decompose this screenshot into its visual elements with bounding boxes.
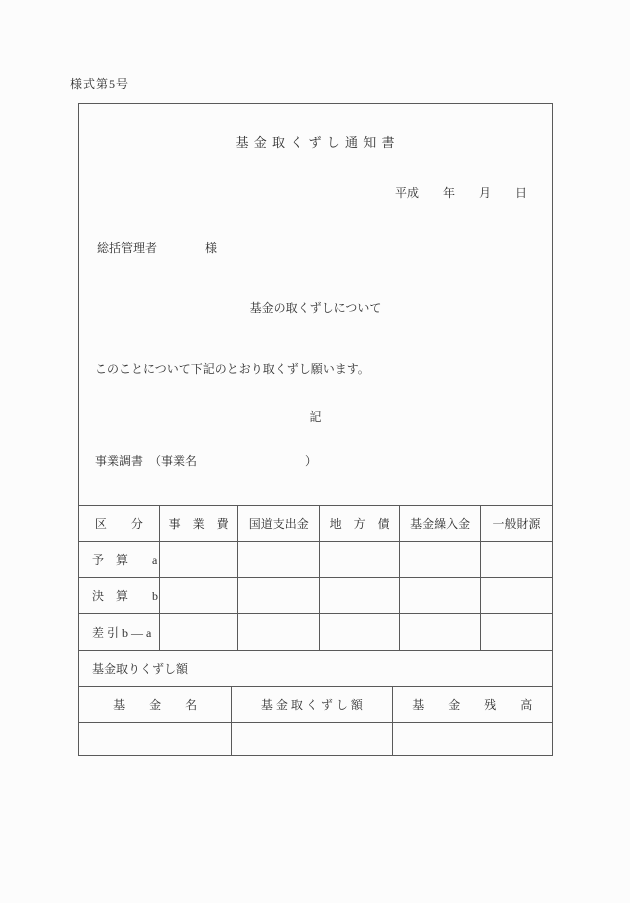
cell-kessan-kokudo: [238, 578, 320, 614]
document-title: 基 金 取 く ず し 通 知 書: [235, 135, 396, 150]
header-kikin-mei: 基 金 名: [79, 687, 232, 723]
form-number: 様式第5号: [70, 77, 130, 91]
budget-grid: [79, 506, 552, 651]
header-chihosai: 地 方 債: [320, 506, 400, 542]
header-kubun: 区 分: [79, 506, 160, 542]
cell-kessan-jigyohi: [160, 578, 239, 614]
cell-sashihiki-kuriire: [400, 614, 481, 651]
header-kikin-zandaka: 基 金 残 高: [393, 687, 552, 723]
body-text: このことについて下記のとおり取くずし願います。: [95, 362, 370, 376]
cell-yosan-ippan: [481, 542, 552, 578]
row-label-kessan: 決 算 b: [79, 578, 160, 614]
addressee-line: 総括管理者 様: [97, 241, 218, 255]
cell-kessan-ippan: [481, 578, 552, 614]
header-kikin-torikuzushigaku: 基 金 取 く ず し 額: [232, 687, 392, 723]
section-label-kikin-torikuzushigaku: 基金取りくずし額: [79, 651, 552, 687]
document-frame: [78, 103, 553, 756]
header-ippan-zaigen: 一般財源: [481, 506, 552, 542]
row-label-yosan: 予 算 a: [79, 542, 160, 578]
project-line: 事業調書 （事業名 ）: [95, 454, 318, 468]
cell-yosan-kuriire: [400, 542, 481, 578]
row-label-sashihiki: 差 引 b ― a: [79, 614, 160, 651]
cell-sashihiki-jigyohi: [160, 614, 239, 651]
record-mark: 記: [309, 410, 322, 424]
cell-fund-balance: [393, 723, 552, 755]
cell-fund-withdrawal: [232, 723, 392, 755]
cell-sashihiki-ippan: [481, 614, 552, 651]
cell-yosan-kokudo: [238, 542, 320, 578]
fund-grid: [79, 687, 552, 755]
cell-yosan-chihosai: [320, 542, 400, 578]
cell-kessan-kuriire: [400, 578, 481, 614]
header-kokudo-shishutsukin: 国道支出金: [238, 506, 320, 542]
cell-sashihiki-chihosai: [320, 614, 400, 651]
cell-yosan-jigyohi: [160, 542, 239, 578]
header-kikin-kuriirekin: 基金繰入金: [400, 506, 481, 542]
date-line: 平成 年 月 日: [394, 186, 527, 200]
header-jigyohi: 事 業 費: [160, 506, 239, 542]
budget-table: [79, 505, 552, 755]
cell-fund-name: [79, 723, 232, 755]
cell-kessan-chihosai: [320, 578, 400, 614]
cell-sashihiki-kokudo: [238, 614, 320, 651]
subject-line: 基金の取くずしについて: [249, 301, 382, 315]
